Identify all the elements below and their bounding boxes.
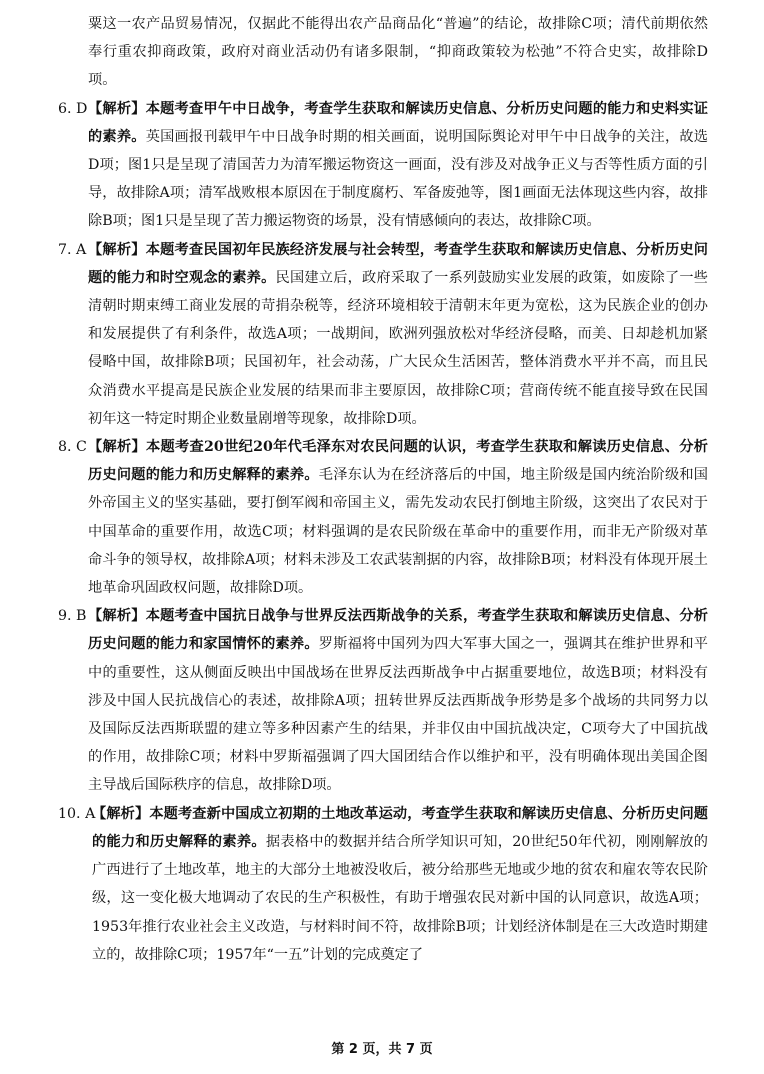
item-number: 6. D <box>58 100 88 117</box>
item-number: 10. A <box>58 805 96 822</box>
item-explanation <box>88 602 708 799</box>
item-explanation <box>92 800 708 969</box>
answer-item-6 <box>58 95 708 236</box>
item-explanation <box>88 433 708 602</box>
answer-explanations <box>58 10 708 969</box>
analysis-heading: 【解析】本题考查甲午中日战争，考查学生获取和解读历史信息、分析历史问题的能力和史料实证的素养。 <box>88 100 708 145</box>
answer-item-7 <box>58 236 708 433</box>
item-number: 9. B <box>58 608 87 625</box>
analysis-body: 罗斯福将中国列为四大军事大国之一，强调其在维护世界和平中的重要性，这从侧面反映出中国战场在世界反法西斯战争中占据重要地位，故选B项；材料没有涉及中国人民抗战信心的表述，故排除A项；扭转世界反法西斯战争形势是多个战场的共同努力以及国际反法西斯联盟的建立等多种因素产生的结果，并非仅由中国抗战决定，C项夸大了中国抗战的作用，故排除C项；材料中罗斯福强调了四大国团结合作以维护和平，没有明确体现出美国企图主导战后国际秩序的信息，故排除D项。 <box>88 636 708 794</box>
answer-item-8 <box>58 433 708 602</box>
item-explanation <box>88 236 708 433</box>
item-explanation <box>88 95 708 236</box>
page-footer: 第 2 页，共 7 页 <box>331 1042 433 1057</box>
item-number: 7. A <box>58 241 87 258</box>
analysis-heading: 【解析】本题考查民国初年民族经济发展与社会转型，考查学生获取和解读历史信息、分析历史问题的能力和时空观念的素养。 <box>88 241 708 286</box>
analysis-body: 英国画报刊载甲午中日战争时期的相关画面，说明国际舆论对甲午中日战争的关注，故选D项；图1只是呈现了清国苦力为清军搬运物资这一画面，没有涉及对战争正义与否等性质方面的引导，故排除A项；清军战败根本原因在于制度腐朽、军备废弛等，图1画面无法体现这些内容，故排除B项；图1只是呈现了苦力搬运物资的场景，没有情感倾向的表达，故排除C项。 <box>88 128 708 230</box>
analysis-heading: 【解析】本题考查新中国成立初期的土地改革运动，考查学生获取和解读历史信息、分析历史问题的能力和历史解释的素养。 <box>92 805 708 850</box>
analysis-heading: 【解析】本题考查中国抗日战争与世界反法西斯战争的关系，考查学生获取和解读历史信息、分析历史问题的能力和家国情怀的素养。 <box>88 608 708 653</box>
item-number: 8. C <box>58 439 87 456</box>
previous-item-continuation: 粟这一农产品贸易情况，仅据此不能得出农产品商品化“普遍”的结论，故排除C项；清代前期依然奉行重农抑商政策，政府对商业活动仍有诸多限制，“抑商政策较为松弛”不符合史实，故排除D项。 <box>88 16 708 89</box>
analysis-body: 民国建立后，政府采取了一系列鼓励实业发展的政策，如废除了一些清朝时期束缚工商业发展的苛捐杂税等，经济环境相较于清朝末年更为宽松，这为民族企业的创办和发展提供了有利条件，故选A项；一战期间，欧洲列强放松对华经济侵略，而美、日却趁机加紧侵略中国，故排除B项；民国初年，社会动荡，广大民众生活困苦，整体消费水平并不高，而且民众消费水平提高是民族企业发展的结果而非主要原因，故排除C项；营商传统不能直接导致在民国初年这一特定时期企业数量剧增等现象，故排除D项。 <box>88 269 708 427</box>
analysis-body: 毛泽东认为在经济落后的中国，地主阶级是国内统治阶级和国外帝国主义的坚实基础，要打倒军阀和帝国主义，需先发动农民打倒地主阶级，这突出了农民对于中国革命的重要作用，故选C项；材料强调的是农民阶级在革命中的重要作用，而非无产阶级对革命斗争的领导权，故排除A项；材料未涉及工农武装割据的内容，故排除B项；材料没有体现开展土地革命巩固政权问题，故排除D项。 <box>88 467 708 597</box>
answer-item-9 <box>58 602 708 799</box>
analysis-body: 据表格中的数据并结合所学知识可知，20世纪50年代初，刚刚解放的广西进行了土地改革，地主的大部分土地被没收后，被分给那些无地或少地的贫农和雇农等农民阶级，这一变化极大地调动了农民的生产积极性，有助于增强农民对新中国的认同意识，故选A项；1953年推行农业社会主义改造，与材料时间不符，故排除B项；计划经济体制是在三大改造时期建立的，故排除C项；1957年“一五”计划的完成奠定了 <box>92 833 708 963</box>
answer-item-10 <box>58 800 708 969</box>
analysis-heading: 【解析】本题考查20世纪20年代毛泽东对农民问题的认识，考查学生获取和解读历史信息、分析历史问题的能力和历史解释的素养。 <box>88 439 708 484</box>
